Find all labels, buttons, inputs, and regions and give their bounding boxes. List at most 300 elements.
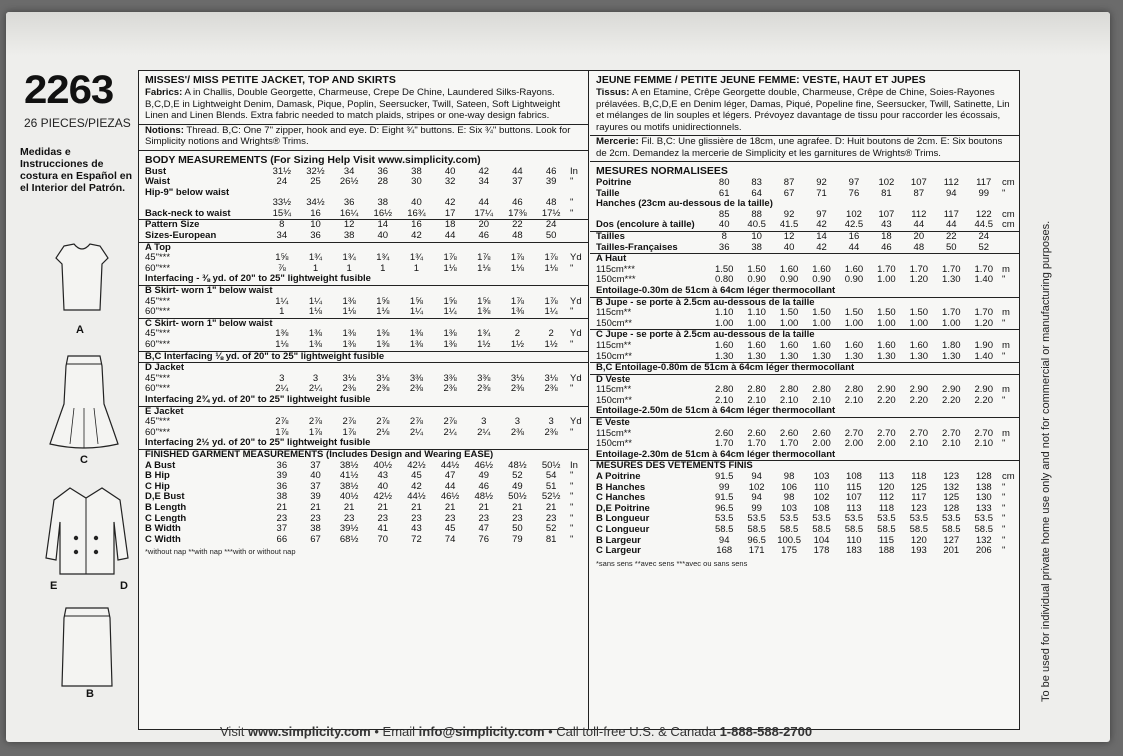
cell-value: 23 xyxy=(444,512,456,524)
cell-value: 97 xyxy=(816,208,827,220)
table-row xyxy=(139,438,588,449)
sizes-row xyxy=(590,231,1020,242)
cell-value: 70 xyxy=(377,533,389,545)
size-value: 10 xyxy=(299,220,333,231)
cell-value: 1.00 xyxy=(877,317,896,329)
cell-value: 1.60 xyxy=(714,339,734,351)
cell-value: 17 xyxy=(444,207,456,219)
fabrics-paragraph xyxy=(590,87,1020,133)
row-label: 115cm** xyxy=(596,384,632,396)
sketch-skirt-c xyxy=(44,352,124,452)
cell-value: 1.50 xyxy=(844,307,864,319)
row-label: B Length xyxy=(145,501,187,513)
cell-unit: " xyxy=(570,176,574,188)
cell-value: 1⅞ xyxy=(308,426,323,438)
cell-value: 120 xyxy=(910,534,927,546)
cell-value: 102 xyxy=(878,177,895,188)
cell-value: 17½ xyxy=(541,207,561,219)
row-title: E Veste xyxy=(590,418,1020,429)
cell-value: 1.40 xyxy=(974,350,993,362)
cell-value: 2.80 xyxy=(812,384,831,396)
cell-value: 42½ xyxy=(373,491,393,503)
cell-value: 1⅞ xyxy=(510,295,525,307)
cell-value: 16¾ xyxy=(407,207,426,219)
cell-unit: Yd xyxy=(570,295,582,307)
cell-value: 21 xyxy=(310,501,321,513)
size-value: 14 xyxy=(805,231,837,242)
cell-value: 43 xyxy=(881,219,892,231)
cell-value: 38 xyxy=(310,523,321,535)
cell-value: 1⅞ xyxy=(275,426,289,438)
cell-value: 81 xyxy=(881,187,892,199)
cell-value: 128 xyxy=(975,471,992,483)
row-title: B,C Interfacing ⅛ yd. of 20" to 25" lightweight fusible xyxy=(139,351,588,363)
cell-value: 91.5 xyxy=(714,471,734,483)
cell-value: 48 xyxy=(545,197,557,209)
cell-value: 2.70 xyxy=(844,427,864,439)
cell-value: 94 xyxy=(751,492,762,504)
table-row xyxy=(139,274,588,285)
cell-unit: Yd xyxy=(570,252,582,264)
cell-value: 2.70 xyxy=(909,427,929,439)
spanish-instructions-note: Medidas e Instrucciones de costura en Español en el Interior del Patrón. xyxy=(20,146,133,194)
cell-value: 1⅝ xyxy=(409,295,424,307)
row-label: B Hip xyxy=(145,470,170,482)
cell-value: 23 xyxy=(343,512,355,524)
row-label: 150cm*** xyxy=(596,274,636,286)
cell-value: 40 xyxy=(718,219,730,231)
cell-value: 1⅜ xyxy=(409,339,424,350)
sizes-label: Pattern Size xyxy=(139,220,265,231)
table-row xyxy=(590,352,1020,363)
sketch-label-a: A xyxy=(76,324,84,336)
row-title: E Jacket xyxy=(139,406,588,417)
cell-value: 1.60 xyxy=(877,339,896,351)
cell-value: 58.5 xyxy=(779,524,799,535)
cell-value: 23 xyxy=(377,512,389,524)
cell-value: 2⅞ xyxy=(443,416,457,428)
cell-value: 2.10 xyxy=(747,394,766,406)
row-label: A Bust xyxy=(145,459,176,471)
cell-value: 1.60 xyxy=(909,339,929,351)
cell-unit: " xyxy=(1002,481,1006,493)
cell-value: 1⅝ xyxy=(376,295,390,307)
cell-value: 1.90 xyxy=(974,339,993,351)
measurement-table xyxy=(139,167,588,546)
cell-value: 3 xyxy=(312,372,319,384)
cell-value: 21 xyxy=(444,501,456,513)
row-title: B Skirt- worn 1" below waist xyxy=(139,286,588,297)
cell-value: 1.30 xyxy=(877,350,896,362)
cell-value: 1.00 xyxy=(909,317,929,329)
row-label: 150cm** xyxy=(596,317,632,329)
sketch-label-b: B xyxy=(86,688,94,700)
cell-value: 1⅞ xyxy=(510,252,525,264)
cell-value: 38 xyxy=(276,491,288,503)
row-label: B Width xyxy=(145,523,181,535)
cell-value: 66 xyxy=(276,533,288,545)
cell-value: 2¼ xyxy=(308,383,323,395)
cell-value: 128 xyxy=(943,502,960,514)
cell-value: 2.20 xyxy=(942,394,961,406)
fabrics-label: Fabrics: xyxy=(145,87,183,98)
cell-value: 45 xyxy=(444,523,456,535)
cell-value: 53.5 xyxy=(942,513,961,525)
cell-value: 1.70 xyxy=(779,438,799,450)
cell-value: 91.5 xyxy=(714,492,734,504)
cell-value: 58.5 xyxy=(714,524,734,535)
cell-value: 2.20 xyxy=(877,394,896,406)
sketch-skirt-b xyxy=(52,604,122,696)
cell-value: 107 xyxy=(910,177,927,188)
cell-value: 37 xyxy=(310,480,321,492)
cell-unit: " xyxy=(570,523,574,535)
cell-value: 113 xyxy=(878,471,894,483)
cell-value: 24 xyxy=(276,176,288,188)
cell-value: 3⅛ xyxy=(342,372,356,384)
cell-value: 94 xyxy=(945,187,957,199)
cell-unit: " xyxy=(1002,187,1006,199)
cell-value: 39 xyxy=(545,176,557,188)
notions-text: Thread. B,C: One 7" zipper, hook and eye. D: Eight ¾" buttons. E: Six ¾" buttons. Look for Simplicity notions and Wrights® Trims. xyxy=(145,124,571,147)
size-eu-value: 46 xyxy=(881,241,892,253)
cell-value: 1.50 xyxy=(909,307,929,319)
cell-unit: m xyxy=(1002,427,1010,439)
cell-value: 1⅜ xyxy=(443,328,457,340)
cell-value: 49 xyxy=(478,470,490,482)
cell-value: 40 xyxy=(411,197,422,209)
cell-unit: m xyxy=(1002,263,1010,275)
footer-email[interactable]: info@simplicity.com xyxy=(418,724,545,739)
cell-value: 61 xyxy=(718,187,730,199)
cell-value: 23 xyxy=(310,512,321,524)
cell-value: 115 xyxy=(878,534,894,546)
cell-value: 115 xyxy=(846,481,862,493)
cell-value: 53.5 xyxy=(909,513,929,525)
cell-value: 100.5 xyxy=(777,534,801,546)
section-title: MISSES'/ MISS PETITE JACKET, TOP AND SKIRTS xyxy=(145,74,396,86)
cell-unit: " xyxy=(570,501,574,513)
row-label: A Poitrine xyxy=(596,471,641,483)
cell-value: 117 xyxy=(943,208,959,220)
cell-value: 44½ xyxy=(440,459,460,471)
table-row xyxy=(590,546,1020,557)
row-label: C Hanches xyxy=(596,492,646,504)
cell-value: 1.30 xyxy=(779,350,799,362)
cell-value: 38 xyxy=(377,197,389,209)
cell-value: 3⅛ xyxy=(544,372,558,384)
cell-value: 2⅜ xyxy=(342,383,356,395)
sketch-label-d: D xyxy=(120,580,128,592)
cell-value: 112 xyxy=(911,208,927,220)
row-label: 45"*** xyxy=(145,295,171,307)
cell-value: 110 xyxy=(846,534,862,546)
cell-value: 103 xyxy=(813,471,830,483)
size-value: 22 xyxy=(935,231,967,242)
cell-unit: " xyxy=(570,339,574,350)
cell-value: 2⅜ xyxy=(544,426,558,438)
cell-value: 88 xyxy=(751,208,762,220)
cell-value: 3⅛ xyxy=(510,372,525,384)
size-value: 18 xyxy=(433,220,467,231)
cell-value: 53.5 xyxy=(844,513,864,525)
cell-value: 2⅜ xyxy=(544,383,558,395)
cell-unit xyxy=(568,231,588,242)
row-label: D,E Bust xyxy=(145,491,185,503)
cell-value: 2.80 xyxy=(779,384,799,396)
cell-value: 3⅛ xyxy=(376,372,390,384)
cell-value: 33½ xyxy=(272,197,292,209)
cell-value: 99 xyxy=(718,481,730,493)
row-label: Hip-9" below waist xyxy=(145,186,230,198)
size-eu-value: 36 xyxy=(718,241,730,253)
pattern-info-sheet xyxy=(138,70,1020,730)
cell-value: 1½ xyxy=(510,339,525,350)
cell-value: 168 xyxy=(716,545,733,557)
cell-value: 21 xyxy=(478,501,490,513)
cell-value: 1.30 xyxy=(714,350,734,362)
cell-unit xyxy=(1000,243,1020,254)
cell-value: 46 xyxy=(545,165,557,177)
row-title: A Haut xyxy=(590,254,1020,265)
table-row xyxy=(139,286,588,297)
cell-value: 113 xyxy=(846,502,862,514)
cell-unit: " xyxy=(570,262,574,274)
row-label: Waist xyxy=(145,176,170,188)
sketch-label-e: E xyxy=(50,580,58,592)
cell-value: 117 xyxy=(976,177,992,188)
cell-value: 117 xyxy=(911,492,927,504)
cell-value: 3⅜ xyxy=(443,372,457,384)
cell-value: 17⅜ xyxy=(508,207,527,219)
cell-value: 123 xyxy=(910,502,927,514)
row-label: 60"*** xyxy=(145,262,171,274)
cell-value: 1.70 xyxy=(877,263,896,275)
cell-value: 1⅝ xyxy=(477,295,491,307)
row-label: Bust xyxy=(145,165,167,177)
row-label: C Hip xyxy=(145,480,170,492)
cell-value: 58.5 xyxy=(909,524,929,535)
cell-value: 47 xyxy=(444,470,456,482)
cell-value: 94 xyxy=(718,534,730,546)
pattern-envelope xyxy=(6,12,1110,742)
cell-value: 110 xyxy=(813,481,830,493)
cell-value: 1.30 xyxy=(909,350,929,362)
cell-value: 34 xyxy=(478,176,490,188)
cell-value: 2.60 xyxy=(812,427,831,439)
cell-value: 36 xyxy=(377,165,389,177)
cell-value: 40 xyxy=(377,480,389,492)
cell-value: 48½ xyxy=(474,491,494,503)
cell-value: 1 xyxy=(413,262,420,274)
row-title: B Jupe - se porte à 2.5cm au-dessous de la taille xyxy=(590,297,1020,308)
cell-value: 1.00 xyxy=(714,317,734,329)
cell-value: 2.20 xyxy=(909,394,929,406)
row-label: 60"*** xyxy=(145,306,171,318)
cell-value: 52 xyxy=(512,470,523,482)
cell-value: 1.00 xyxy=(942,317,961,329)
cell-unit: " xyxy=(1002,438,1006,450)
cell-value: 2.10 xyxy=(812,394,831,406)
cell-value: 21 xyxy=(343,501,355,513)
row-label: 115cm** xyxy=(596,307,632,319)
size-value: 12 xyxy=(773,231,805,242)
row-title: B,C Entoilage-0.80m de 51cm à 64cm léger thermocollant xyxy=(590,363,1020,375)
cell-value: 44.5 xyxy=(974,219,993,231)
fabric-nap-footnote: *without nap **with nap ***with or without nap xyxy=(145,547,296,557)
cell-unit: " xyxy=(570,306,574,318)
sketch-jacket-d-e xyxy=(40,482,134,582)
row-label: C Longueur xyxy=(596,524,650,535)
cell-value: 1¾ xyxy=(409,252,424,264)
sizes-eu-label: Sizes-European xyxy=(145,230,217,242)
cell-value: 37 xyxy=(276,523,288,535)
row-label: 45"*** xyxy=(145,372,171,384)
cell-value: 193 xyxy=(910,545,927,557)
row-title: Entoilage-2.30m de 51cm à 64cm léger thermocollant xyxy=(596,448,836,460)
cell-value: 1.10 xyxy=(714,307,734,319)
cell-value: 2.60 xyxy=(779,427,799,439)
cell-value: 67 xyxy=(783,187,795,199)
cell-value: 72 xyxy=(411,533,422,545)
cell-value: 92 xyxy=(816,177,827,188)
cell-value: 44 xyxy=(945,219,957,231)
row-label: 115cm** xyxy=(596,427,632,439)
cell-value: 1.50 xyxy=(747,263,766,275)
cell-value: 2 xyxy=(514,328,521,340)
cell-value: 38½ xyxy=(339,459,359,471)
cell-value: 183 xyxy=(846,545,862,557)
cell-value: 1.70 xyxy=(714,438,734,450)
cell-value: 1⅜ xyxy=(409,328,424,340)
cell-unit: " xyxy=(1002,317,1006,329)
cell-value: 1.40 xyxy=(974,274,993,286)
row-title: Interfacing - ⅜ yd. of 20" to 25" lightweight fusible xyxy=(145,273,371,285)
table-row xyxy=(590,418,1020,429)
row-label: Taille xyxy=(596,187,620,199)
cell-value: 1.10 xyxy=(747,307,766,319)
cell-value: 1⅛ xyxy=(308,306,323,318)
cell-value: 28 xyxy=(377,176,389,188)
cell-value: 32 xyxy=(444,176,456,188)
fabric-nap-footnote: *sans sens **avec sens ***avec ou sans sens xyxy=(596,558,748,568)
size-value: 22 xyxy=(501,220,535,231)
cell-unit: cm xyxy=(1002,177,1015,188)
cell-value: 1⅛ xyxy=(544,262,558,274)
cell-value: 122 xyxy=(975,208,992,220)
cell-value: 1⅜ xyxy=(308,339,323,350)
cell-value: 96.5 xyxy=(747,534,766,546)
cell-unit: " xyxy=(1002,524,1006,535)
cell-value: 1¼ xyxy=(443,306,457,318)
footer-url[interactable]: www.simplicity.com xyxy=(247,724,371,739)
cell-value: 1.60 xyxy=(812,339,831,351)
cell-unit xyxy=(568,220,588,231)
cell-value: 23 xyxy=(545,512,557,524)
cell-value: 2.10 xyxy=(844,394,864,406)
cell-value: ⅞ xyxy=(277,262,286,274)
cell-value: 71 xyxy=(816,187,827,199)
row-title: C Skirt- worn 1" below waist xyxy=(139,318,588,329)
cell-unit: Yd xyxy=(570,328,582,340)
cell-value: 44 xyxy=(512,165,523,177)
table-row xyxy=(590,450,1020,461)
size-eu-value: 42 xyxy=(816,241,827,253)
cell-value: 2.10 xyxy=(909,438,929,450)
size-eu-value: 42 xyxy=(411,230,422,242)
cell-value: 1.20 xyxy=(974,317,993,329)
cell-value: 76 xyxy=(478,533,490,545)
english-column xyxy=(139,71,589,729)
cell-value: 1.30 xyxy=(942,350,961,362)
cell-value: 79 xyxy=(512,533,523,545)
cell-value: 108 xyxy=(813,502,830,514)
cell-value: 74 xyxy=(444,533,456,545)
cell-value: 171 xyxy=(748,545,765,557)
fabrics-text: A in Challis, Double Georgette, Charmeuse, Crepe De Chine, Laundered Silks-Rayons. B,C,D,E in Lightweight Denim, Damask, Pique, Poplin, Seersucker, Twill, Sateen, Soft Lightweight Linen and Linen Blends. Extra fabric needed to match plaids, stripes or one-way design fabrics. xyxy=(145,87,561,121)
table-row xyxy=(590,319,1020,330)
cell-value: 37 xyxy=(310,459,321,471)
cell-value: 36 xyxy=(343,197,355,209)
cell-unit: " xyxy=(1002,513,1006,525)
cell-value: 1.60 xyxy=(812,263,831,275)
cell-value: 120 xyxy=(878,481,895,493)
cell-value: 44½ xyxy=(407,491,426,503)
cell-value: 1 xyxy=(346,262,352,274)
cell-value: 1¾ xyxy=(342,252,356,264)
cell-value: 2.90 xyxy=(942,384,961,396)
cell-unit: " xyxy=(1002,350,1006,362)
cell-value: 1⅞ xyxy=(443,252,457,264)
cell-value: 2.00 xyxy=(844,438,864,450)
cell-value: 16½ xyxy=(373,207,393,219)
cell-value: 46½ xyxy=(474,459,494,471)
cell-value: 107 xyxy=(878,208,895,220)
cell-value: 2.10 xyxy=(974,438,993,450)
cell-value: 1⅛ xyxy=(342,306,356,318)
table-row xyxy=(590,525,1020,536)
cell-value: 23 xyxy=(276,512,288,524)
cell-value: 1.50 xyxy=(779,307,799,319)
cell-value: 1.00 xyxy=(779,317,799,329)
cell-value: 40½ xyxy=(339,491,359,503)
size-value: 8 xyxy=(708,231,740,242)
cell-value: 1.70 xyxy=(974,307,993,319)
cell-unit: In xyxy=(570,459,578,471)
cell-value: 42 xyxy=(411,480,422,492)
cell-value: 37 xyxy=(512,176,523,188)
cell-value: 2.80 xyxy=(714,384,734,396)
cell-value: 2.90 xyxy=(877,384,896,396)
cell-value: 1¾ xyxy=(376,252,390,264)
size-eu-value: 46 xyxy=(478,230,490,242)
cell-value: 94 xyxy=(751,471,762,483)
cell-value: 2.90 xyxy=(909,384,929,396)
cell-value: 58.5 xyxy=(747,524,766,535)
cell-value: 40.5 xyxy=(747,219,766,231)
size-value: 16 xyxy=(400,220,434,231)
cell-value: 1.70 xyxy=(747,438,766,450)
footer-phone: 1-888-588-2700 xyxy=(719,724,813,739)
cell-value: 1.70 xyxy=(942,263,961,275)
cell-value: 102 xyxy=(748,481,765,493)
size-eu-value: 50 xyxy=(945,241,957,253)
cell-value: 1½ xyxy=(477,339,491,350)
cell-value: 2.00 xyxy=(812,438,831,450)
cell-value: 36 xyxy=(276,459,288,471)
cell-value: 118 xyxy=(878,502,894,514)
cell-value: 76 xyxy=(848,187,860,199)
